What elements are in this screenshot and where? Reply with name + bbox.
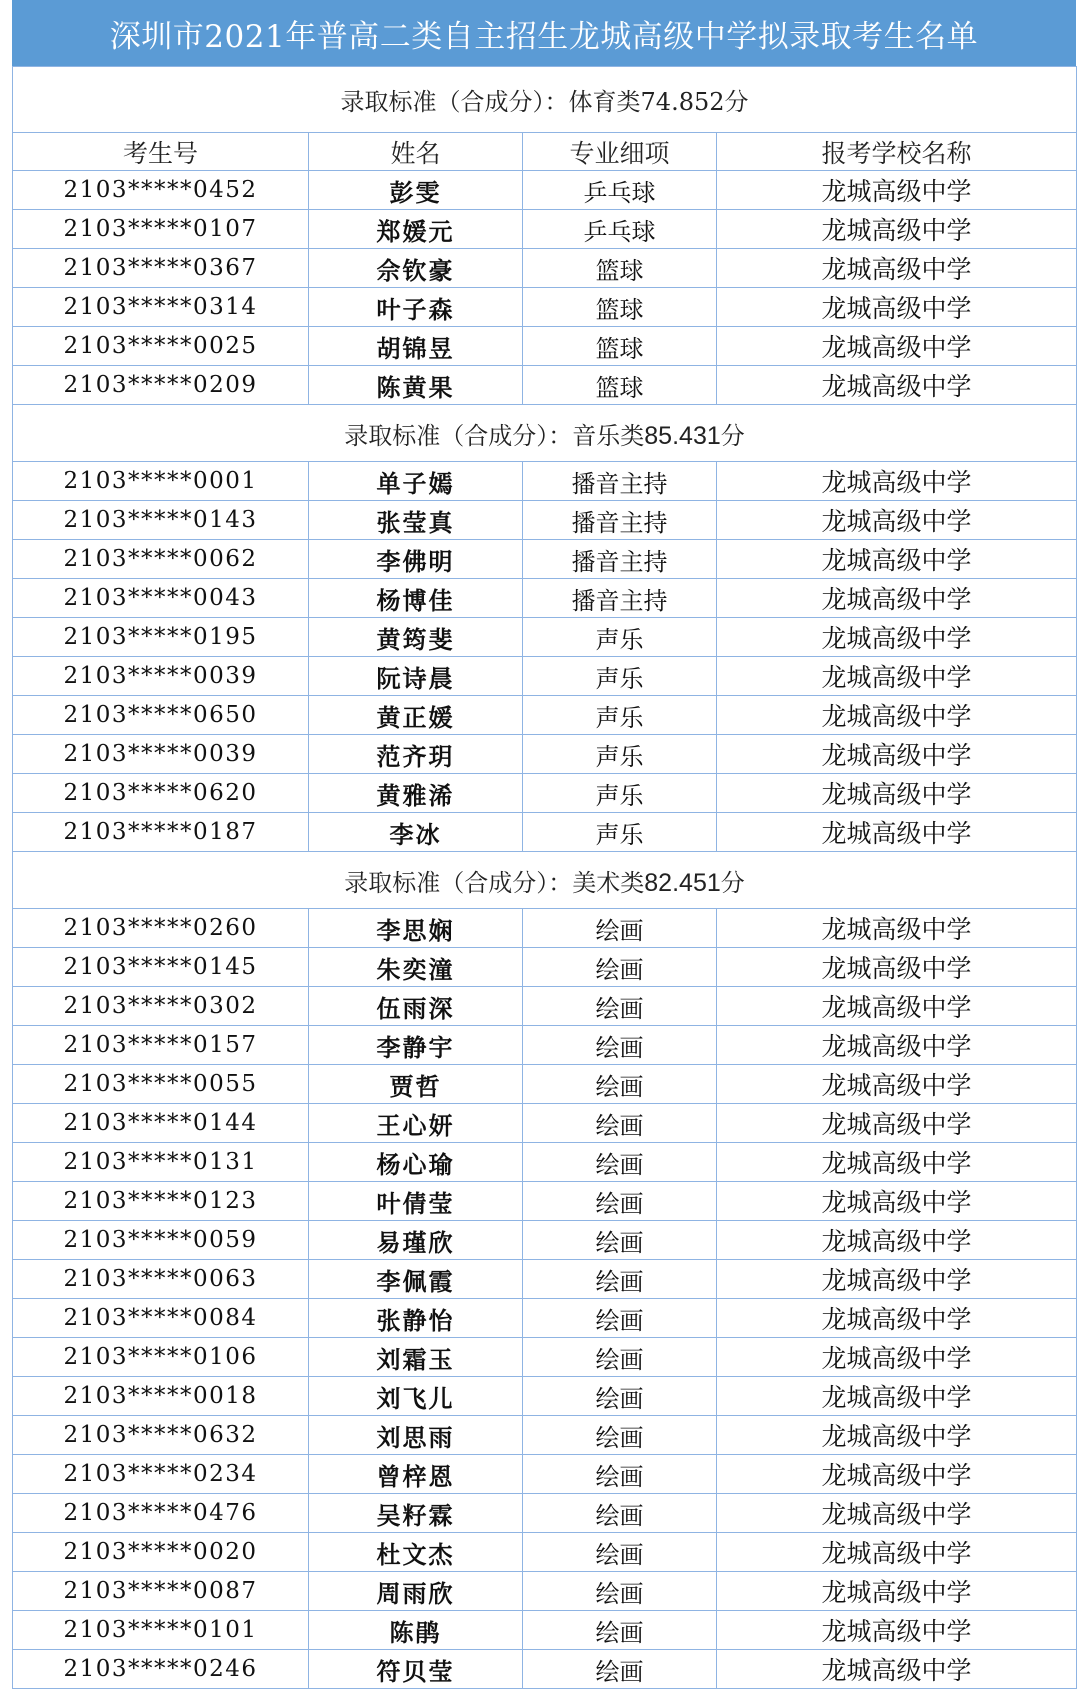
table-row	[13, 1494, 1077, 1533]
table-row	[13, 1104, 1077, 1143]
candidate-id-cell: 2103*****0131	[13, 1143, 309, 1182]
table-row	[13, 813, 1077, 852]
school-cell: 龙城高级中学	[717, 1650, 1077, 1689]
candidate-id-cell: 2103*****0043	[13, 579, 309, 618]
table-row	[13, 1221, 1077, 1260]
school-cell: 龙城高级中学	[717, 171, 1077, 210]
table-row	[13, 366, 1077, 405]
candidate-id-cell: 2103*****0302	[13, 987, 309, 1026]
table-row	[13, 1026, 1077, 1065]
table-row	[13, 1260, 1077, 1299]
major-cell: 绘画	[523, 1377, 717, 1416]
student-name-cell: 刘思雨	[309, 1416, 523, 1455]
student-name-cell: 易瑾欣	[309, 1221, 523, 1260]
major-cell: 声乐	[523, 813, 717, 852]
school-cell: 龙城高级中学	[717, 948, 1077, 987]
candidate-id-cell: 2103*****0143	[13, 501, 309, 540]
major-cell: 播音主持	[523, 501, 717, 540]
candidate-id-cell: 2103*****0157	[13, 1026, 309, 1065]
candidate-id-cell: 2103*****0187	[13, 813, 309, 852]
school-cell: 龙城高级中学	[717, 696, 1077, 735]
table-row	[13, 1299, 1077, 1338]
candidate-id-cell: 2103*****0106	[13, 1338, 309, 1377]
major-cell: 绘画	[523, 948, 717, 987]
section-score: 82.451	[644, 868, 721, 897]
student-name-cell: 张莹真	[309, 501, 523, 540]
major-cell: 绘画	[523, 1494, 717, 1533]
candidate-id-cell: 2103*****0314	[13, 288, 309, 327]
candidate-id-cell: 2103*****0246	[13, 1650, 309, 1689]
candidate-id-cell: 2103*****0195	[13, 618, 309, 657]
school-cell: 龙城高级中学	[717, 1026, 1077, 1065]
school-cell: 龙城高级中学	[717, 1533, 1077, 1572]
student-name-cell: 叶子森	[309, 288, 523, 327]
table-row	[13, 249, 1077, 288]
major-cell: 绘画	[523, 1533, 717, 1572]
major-cell: 篮球	[523, 249, 717, 288]
major-cell: 声乐	[523, 774, 717, 813]
candidate-id-cell: 2103*****0087	[13, 1572, 309, 1611]
table-row	[13, 774, 1077, 813]
major-cell: 篮球	[523, 288, 717, 327]
table-row	[13, 1182, 1077, 1221]
candidate-id-cell: 2103*****0063	[13, 1260, 309, 1299]
major-cell: 绘画	[523, 987, 717, 1026]
school-cell: 龙城高级中学	[717, 1494, 1077, 1533]
table-row	[13, 618, 1077, 657]
section-score: 74.852	[640, 88, 725, 116]
table-row	[13, 657, 1077, 696]
candidate-id-cell: 2103*****0020	[13, 1533, 309, 1572]
table-row	[13, 696, 1077, 735]
major-cell: 篮球	[523, 366, 717, 405]
student-name-cell: 黄正媛	[309, 696, 523, 735]
school-cell: 龙城高级中学	[717, 1065, 1077, 1104]
school-cell: 龙城高级中学	[717, 774, 1077, 813]
major-cell: 绘画	[523, 1260, 717, 1299]
student-name-cell: 杜文杰	[309, 1533, 523, 1572]
section-header-row	[13, 852, 1077, 909]
major-cell: 乒乓球	[523, 171, 717, 210]
section-standard	[13, 405, 1077, 462]
major-cell: 绘画	[523, 1182, 717, 1221]
section-score: 85.431	[644, 421, 721, 450]
candidate-id-cell: 2103*****0632	[13, 1416, 309, 1455]
page-title: 深圳市2021年普高二类自主招生龙城高级中学拟录取考生名单	[12, 0, 1076, 66]
admission-table	[12, 66, 1077, 1689]
major-cell: 声乐	[523, 696, 717, 735]
school-cell: 龙城高级中学	[717, 1338, 1077, 1377]
major-cell: 绘画	[523, 1572, 717, 1611]
candidate-id-cell: 2103*****0144	[13, 1104, 309, 1143]
student-name-cell: 王心妍	[309, 1104, 523, 1143]
major-cell: 声乐	[523, 618, 717, 657]
table-row	[13, 210, 1077, 249]
school-cell: 龙城高级中学	[717, 813, 1077, 852]
student-name-cell: 伍雨深	[309, 987, 523, 1026]
candidate-id-cell: 2103*****0452	[13, 171, 309, 210]
student-name-cell: 李佛明	[309, 540, 523, 579]
section-unit: 分	[724, 88, 749, 116]
table-row	[13, 1533, 1077, 1572]
student-name-cell: 叶倩莹	[309, 1182, 523, 1221]
table-row	[13, 579, 1077, 618]
school-cell: 龙城高级中学	[717, 1377, 1077, 1416]
candidate-id-cell: 2103*****0001	[13, 462, 309, 501]
major-cell: 播音主持	[523, 579, 717, 618]
candidate-id-cell: 2103*****0039	[13, 735, 309, 774]
major-cell: 绘画	[523, 1416, 717, 1455]
table-row	[13, 171, 1077, 210]
table-row	[13, 909, 1077, 948]
major-cell: 绘画	[523, 1338, 717, 1377]
school-cell: 龙城高级中学	[717, 1455, 1077, 1494]
student-name-cell: 黄筠斐	[309, 618, 523, 657]
table-row	[13, 1065, 1077, 1104]
table-row	[13, 288, 1077, 327]
candidate-id-cell: 2103*****0107	[13, 210, 309, 249]
major-cell: 绘画	[523, 909, 717, 948]
section-unit: 分	[720, 421, 745, 450]
major-cell: 乒乓球	[523, 210, 717, 249]
student-name-cell: 陈鹃	[309, 1611, 523, 1650]
major-cell: 绘画	[523, 1455, 717, 1494]
school-cell: 龙城高级中学	[717, 618, 1077, 657]
major-cell: 绘画	[523, 1065, 717, 1104]
section-unit: 分	[720, 868, 745, 897]
section-header-row	[13, 67, 1077, 133]
candidate-id-cell: 2103*****0650	[13, 696, 309, 735]
school-cell: 龙城高级中学	[717, 1143, 1077, 1182]
section-standard	[13, 852, 1077, 909]
table-row	[13, 1143, 1077, 1182]
table-row	[13, 987, 1077, 1026]
table-row	[13, 1455, 1077, 1494]
student-name-cell: 张静怡	[309, 1299, 523, 1338]
major-cell: 绘画	[523, 1026, 717, 1065]
admission-list-sheet	[12, 0, 1076, 1689]
section-header-row	[13, 405, 1077, 462]
student-name-cell: 佘钦豪	[309, 249, 523, 288]
student-name-cell: 单子嫣	[309, 462, 523, 501]
table-row	[13, 1611, 1077, 1650]
table-row	[13, 1338, 1077, 1377]
column-header-row	[13, 133, 1077, 171]
section-label: 录取标准（合成分）：美术类	[344, 868, 645, 897]
column-header-major: 专业细项	[523, 133, 717, 171]
school-cell: 龙城高级中学	[717, 249, 1077, 288]
school-cell: 龙城高级中学	[717, 987, 1077, 1026]
table-row	[13, 327, 1077, 366]
column-header-name: 姓名	[309, 133, 523, 171]
table-row	[13, 1572, 1077, 1611]
school-cell: 龙城高级中学	[717, 327, 1077, 366]
student-name-cell: 李静宇	[309, 1026, 523, 1065]
major-cell: 绘画	[523, 1104, 717, 1143]
student-name-cell: 李冰	[309, 813, 523, 852]
student-name-cell: 吴籽霖	[309, 1494, 523, 1533]
candidate-id-cell: 2103*****0234	[13, 1455, 309, 1494]
candidate-id-cell: 2103*****0209	[13, 366, 309, 405]
candidate-id-cell: 2103*****0145	[13, 948, 309, 987]
candidate-id-cell: 2103*****0476	[13, 1494, 309, 1533]
major-cell: 声乐	[523, 735, 717, 774]
table-row	[13, 1650, 1077, 1689]
student-name-cell: 曾梓恩	[309, 1455, 523, 1494]
candidate-id-cell: 2103*****0084	[13, 1299, 309, 1338]
candidate-id-cell: 2103*****0018	[13, 1377, 309, 1416]
student-name-cell: 李思娴	[309, 909, 523, 948]
school-cell: 龙城高级中学	[717, 909, 1077, 948]
major-cell: 声乐	[523, 657, 717, 696]
student-name-cell: 彭雯	[309, 171, 523, 210]
student-name-cell: 陈黄果	[309, 366, 523, 405]
candidate-id-cell: 2103*****0620	[13, 774, 309, 813]
column-header-school: 报考学校名称	[717, 133, 1077, 171]
major-cell: 绘画	[523, 1221, 717, 1260]
student-name-cell: 范齐玥	[309, 735, 523, 774]
school-cell: 龙城高级中学	[717, 366, 1077, 405]
candidate-id-cell: 2103*****0123	[13, 1182, 309, 1221]
school-cell: 龙城高级中学	[717, 1416, 1077, 1455]
student-name-cell: 刘霜玉	[309, 1338, 523, 1377]
candidate-id-cell: 2103*****0367	[13, 249, 309, 288]
school-cell: 龙城高级中学	[717, 462, 1077, 501]
candidate-id-cell: 2103*****0101	[13, 1611, 309, 1650]
major-cell: 绘画	[523, 1143, 717, 1182]
major-cell: 篮球	[523, 327, 717, 366]
student-name-cell: 杨博佳	[309, 579, 523, 618]
student-name-cell: 阮诗晨	[309, 657, 523, 696]
school-cell: 龙城高级中学	[717, 210, 1077, 249]
candidate-id-cell: 2103*****0260	[13, 909, 309, 948]
student-name-cell: 杨心瑜	[309, 1143, 523, 1182]
school-cell: 龙城高级中学	[717, 501, 1077, 540]
school-cell: 龙城高级中学	[717, 579, 1077, 618]
school-cell: 龙城高级中学	[717, 657, 1077, 696]
school-cell: 龙城高级中学	[717, 1299, 1077, 1338]
school-cell: 龙城高级中学	[717, 735, 1077, 774]
candidate-id-cell: 2103*****0059	[13, 1221, 309, 1260]
student-name-cell: 李佩霞	[309, 1260, 523, 1299]
column-header-id: 考生号	[13, 133, 309, 171]
school-cell: 龙城高级中学	[717, 1260, 1077, 1299]
major-cell: 绘画	[523, 1611, 717, 1650]
student-name-cell: 周雨欣	[309, 1572, 523, 1611]
student-name-cell: 刘飞儿	[309, 1377, 523, 1416]
student-name-cell: 胡锦昱	[309, 327, 523, 366]
school-cell: 龙城高级中学	[717, 1611, 1077, 1650]
table-row	[13, 1416, 1077, 1455]
major-cell: 绘画	[523, 1299, 717, 1338]
school-cell: 龙城高级中学	[717, 288, 1077, 327]
candidate-id-cell: 2103*****0055	[13, 1065, 309, 1104]
table-row	[13, 948, 1077, 987]
student-name-cell: 贾哲	[309, 1065, 523, 1104]
major-cell: 播音主持	[523, 540, 717, 579]
school-cell: 龙城高级中学	[717, 1221, 1077, 1260]
student-name-cell: 符贝莹	[309, 1650, 523, 1689]
candidate-id-cell: 2103*****0062	[13, 540, 309, 579]
candidate-id-cell: 2103*****0039	[13, 657, 309, 696]
section-label: 录取标准（合成分）：音乐类	[344, 421, 645, 450]
table-row	[13, 462, 1077, 501]
major-cell: 绘画	[523, 1650, 717, 1689]
student-name-cell: 朱奕潼	[309, 948, 523, 987]
school-cell: 龙城高级中学	[717, 1182, 1077, 1221]
school-cell: 龙城高级中学	[717, 1104, 1077, 1143]
table-row	[13, 1377, 1077, 1416]
student-name-cell: 黄雅浠	[309, 774, 523, 813]
school-cell: 龙城高级中学	[717, 1572, 1077, 1611]
student-name-cell: 郑媛元	[309, 210, 523, 249]
table-row	[13, 735, 1077, 774]
admission-table-body	[13, 67, 1077, 1689]
major-cell: 播音主持	[523, 462, 717, 501]
candidate-id-cell: 2103*****0025	[13, 327, 309, 366]
table-row	[13, 540, 1077, 579]
table-row	[13, 501, 1077, 540]
section-standard	[13, 67, 1077, 133]
school-cell: 龙城高级中学	[717, 540, 1077, 579]
section-label: 录取标准（合成分）：体育类	[340, 88, 641, 116]
